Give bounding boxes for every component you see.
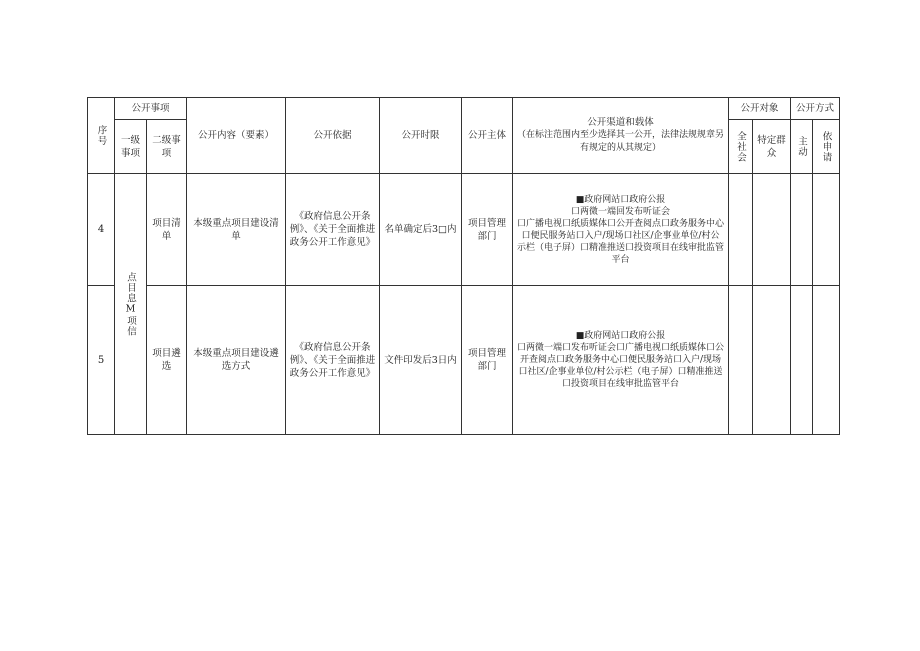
- row-active-cell: [791, 174, 813, 286]
- row-time-limit: 名单确定后3□内: [380, 174, 462, 286]
- row-channel: ■政府网站口政府公报 口两微一端口发布听证会口广播电视口纸质媒体口公开查阅点口政务服务中心口便民服务站口入户/现场口社区/企事业单位/村公示栏（电子屏）口精准推送 口投资项目在线审批监管平台: [513, 286, 729, 435]
- header-all-society: 全社会: [729, 120, 753, 174]
- row-content: 本级重点项目建设清单: [187, 174, 286, 286]
- disclosure-table: [87, 97, 840, 435]
- row-level2: 项目清单: [147, 174, 187, 286]
- row-seq: 4: [88, 174, 115, 286]
- header-channel-note: （在标注范围内至少选择其一公开，法律法规规章另有规定的从其规定）: [517, 130, 725, 153]
- row-subject: 项目管理部门: [462, 174, 513, 286]
- row-on-request-cell: [813, 286, 840, 435]
- row-subject: 项目管理部门: [462, 286, 513, 435]
- row-time-limit: 文件印发后3日内: [380, 286, 462, 435]
- row-content: 本级重点项目建设遴选方式: [187, 286, 286, 435]
- header-content: 公开内容（要素）: [187, 98, 286, 174]
- header-channel-title: 公开渠道和载体: [587, 117, 654, 128]
- header-level1: 一级事项: [115, 120, 147, 174]
- header-time-limit: 公开时限: [380, 98, 462, 174]
- table-row: [88, 174, 840, 286]
- table-row: [88, 286, 840, 435]
- header-specific-group: 特定群众: [753, 120, 791, 174]
- row-level1-merged: 点目息M项信: [115, 174, 147, 435]
- row-seq: 5: [88, 286, 115, 435]
- header-on-request: 依申请: [813, 120, 840, 174]
- row-level2: 项目遴选: [147, 286, 187, 435]
- header-matter-group: 公开事项: [115, 98, 187, 120]
- header-method-group: 公开方式: [791, 98, 840, 120]
- row-channel: ■政府网站口政府公报 口两微一端回发布听证会 口广播电视口纸质媒体口公开查阅点口政务服务中心口便民服务站口入户/现场口社区/企事业单位/村公示栏（电子屏）口精准推送口投资项目在线审批监管平台: [513, 174, 729, 286]
- header-basis: 公开依据: [286, 98, 380, 174]
- row-all-society-cell: [729, 286, 753, 435]
- header-channel: [513, 98, 729, 174]
- row-basis: 《政府信息公开条例》、《关于全面推进政务公开工作意见》: [286, 174, 380, 286]
- row-specific-group-cell: [753, 286, 791, 435]
- header-active: 主动: [791, 120, 813, 174]
- row-basis: 《政府信息公开条例》、《关于全面推进政务公开工作意见》: [286, 286, 380, 435]
- header-level2: 二级事项: [147, 120, 187, 174]
- row-on-request-cell: [813, 174, 840, 286]
- row-active-cell: [791, 286, 813, 435]
- row-specific-group-cell: [753, 174, 791, 286]
- header-audience-group: 公开对象: [729, 98, 791, 120]
- header-subject: 公开主体: [462, 98, 513, 174]
- header-seq: 序号: [88, 98, 115, 174]
- header-row-1: [88, 98, 840, 120]
- row-all-society-cell: [729, 174, 753, 286]
